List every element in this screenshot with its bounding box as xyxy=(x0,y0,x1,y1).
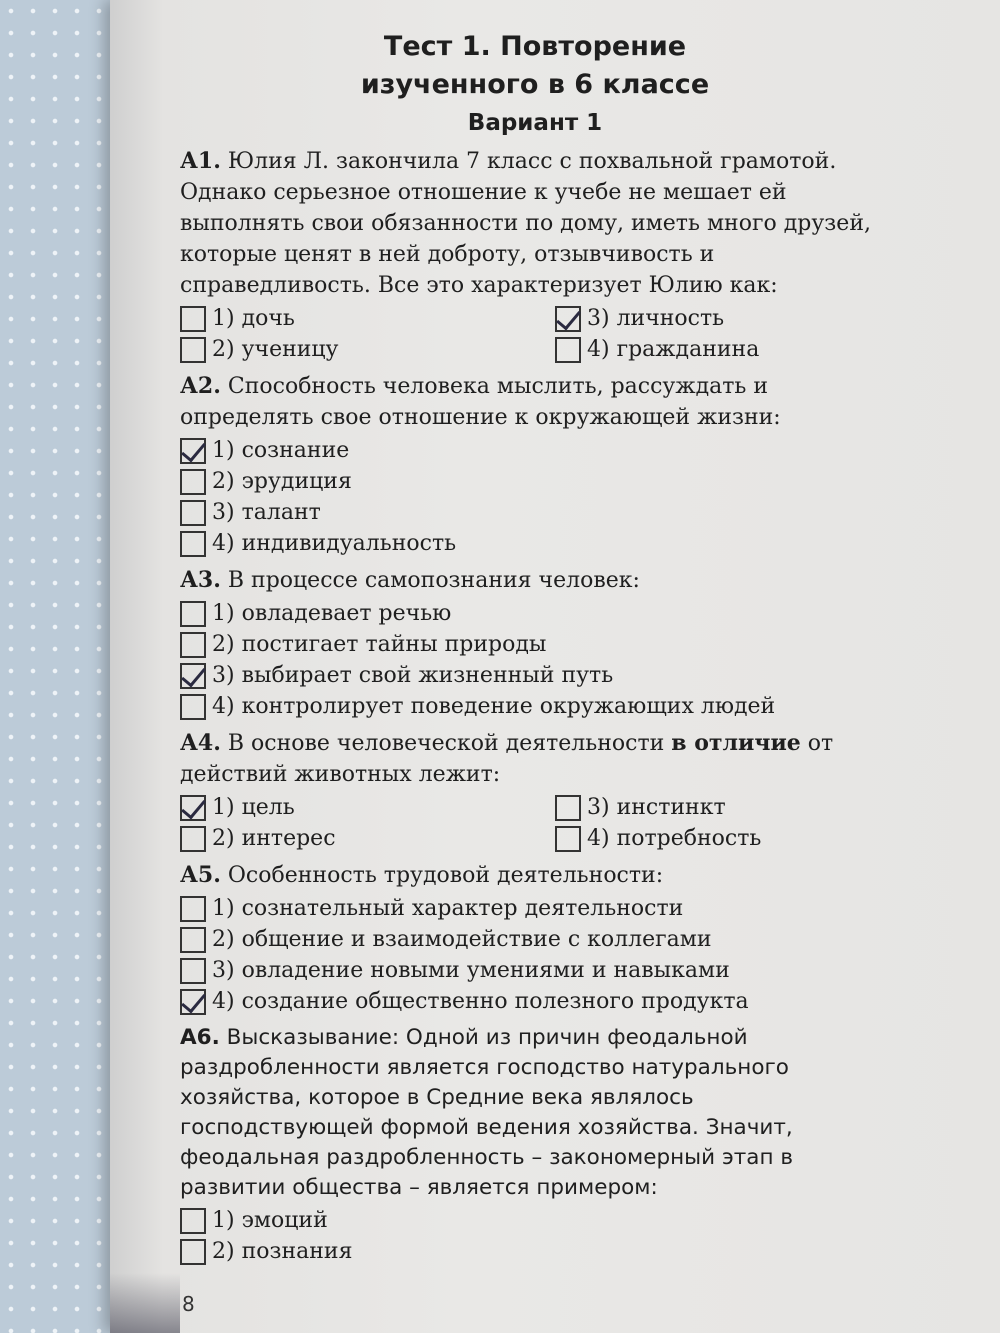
checkbox[interactable] xyxy=(180,958,206,984)
answer-options-a4 xyxy=(180,792,890,854)
question-text: от действий животных лежит: xyxy=(180,731,834,787)
answer-label: 1) эмоций xyxy=(212,1208,328,1233)
checkbox[interactable] xyxy=(180,795,206,821)
question-text: Юлия Л. закончила 7 класс с похвальной грамотой. Однако серьезное отношение к учебе не мешает ей выполнять свои обязанности по дому, иметь много друзей, которые ценят в ней доброту, отзывчивость и справедливость. Все это характеризует Юлию как: xyxy=(180,149,871,298)
answer-option[interactable] xyxy=(180,303,555,334)
checkbox[interactable] xyxy=(180,469,206,495)
checkbox[interactable] xyxy=(180,1239,206,1265)
checkbox[interactable] xyxy=(555,826,581,852)
answer-option[interactable] xyxy=(180,334,555,365)
checkbox[interactable] xyxy=(180,531,206,557)
question-number: А2. xyxy=(180,373,221,399)
answer-options-a3 xyxy=(180,598,890,722)
question-text: В процессе самопознания человек: xyxy=(220,568,640,593)
answer-label: 2) ученицу xyxy=(212,337,339,362)
answer-label: 2) общение и взаимодействие с коллегами xyxy=(212,927,712,952)
answer-label: 2) постигает тайны природы xyxy=(212,632,547,657)
question-number: А4. xyxy=(180,730,221,756)
answer-label: 3) инстинкт xyxy=(587,795,726,820)
question-a1 xyxy=(180,146,890,301)
test-title-line1: Тест 1. Повторение xyxy=(383,31,687,62)
book-edge-shadow xyxy=(110,1273,180,1333)
answer-option[interactable] xyxy=(180,629,890,660)
answer-label: 3) талант xyxy=(212,500,321,525)
answer-label: 4) индивидуальность xyxy=(212,531,457,556)
answer-label: 3) личность xyxy=(587,306,725,331)
question-number: А1. xyxy=(180,148,221,174)
answer-options-a1 xyxy=(180,303,890,365)
answer-options-a2 xyxy=(180,435,890,559)
question-a6 xyxy=(180,1023,890,1203)
variant-heading: Вариант 1 xyxy=(467,110,603,136)
question-number: А5. xyxy=(180,862,221,888)
answer-option[interactable] xyxy=(555,792,875,823)
answer-option[interactable] xyxy=(180,823,555,854)
answer-option[interactable] xyxy=(180,497,890,528)
answer-option[interactable] xyxy=(180,924,890,955)
answer-option[interactable] xyxy=(555,303,875,334)
question-number: А6. xyxy=(180,1025,220,1050)
answer-options-a6 xyxy=(180,1205,890,1267)
answer-label: 1) овладевает речью xyxy=(212,601,452,626)
checkbox[interactable] xyxy=(180,694,206,720)
question-text: Высказывание: Одной из причин феодальной раздробленности является господство натурального хозяйства, которое в Средние века являлось господствующей формой ведения хозяйства. Значит, феодальная раздробленность – закономерный этап в развитии общества – является примером: xyxy=(180,1025,794,1200)
question-text-emphasis: в отличие xyxy=(671,730,801,756)
answer-label: 3) выбирает свой жизненный путь xyxy=(212,663,614,688)
question-a4 xyxy=(180,728,890,790)
checkbox[interactable] xyxy=(180,500,206,526)
answer-label: 4) гражданина xyxy=(587,337,760,362)
answer-options-a5 xyxy=(180,893,890,1017)
answer-option[interactable] xyxy=(180,986,890,1017)
page-number: 8 xyxy=(182,1292,195,1316)
checkbox[interactable] xyxy=(180,927,206,953)
page-content xyxy=(180,28,890,1273)
answer-option[interactable] xyxy=(180,792,555,823)
checkbox[interactable] xyxy=(180,601,206,627)
answer-option[interactable] xyxy=(180,660,890,691)
question-text: Способность человека мыслить, рассуждать и определять свое отношение к окружающей жизни: xyxy=(180,374,781,430)
question-number: А3. xyxy=(180,567,221,593)
answer-option[interactable] xyxy=(180,691,890,722)
answer-label: 1) дочь xyxy=(212,306,295,331)
answer-label: 1) сознательный характер деятельности xyxy=(212,896,684,921)
answer-option[interactable] xyxy=(555,823,875,854)
answer-label: 2) интерес xyxy=(212,826,336,851)
answer-option[interactable] xyxy=(180,466,890,497)
answer-label: 1) сознание xyxy=(212,438,350,463)
checkbox[interactable] xyxy=(180,896,206,922)
question-a5 xyxy=(180,860,890,891)
question-a2 xyxy=(180,371,890,433)
answer-option[interactable] xyxy=(180,435,890,466)
test-title-line2: изученного в 6 классе xyxy=(360,69,710,100)
answer-option[interactable] xyxy=(180,528,890,559)
checkbox[interactable] xyxy=(555,337,581,363)
checkbox[interactable] xyxy=(180,306,206,332)
answer-label: 2) познания xyxy=(212,1239,353,1264)
checkbox[interactable] xyxy=(180,337,206,363)
checkbox[interactable] xyxy=(555,795,581,821)
checkbox[interactable] xyxy=(180,826,206,852)
answer-label: 4) контролирует поведение окружающих людей xyxy=(212,694,776,719)
answer-label: 4) потребность xyxy=(587,826,762,851)
answer-label: 3) овладение новыми умениями и навыками xyxy=(212,958,730,983)
checkbox[interactable] xyxy=(180,989,206,1015)
answer-option[interactable] xyxy=(555,334,875,365)
checkbox[interactable] xyxy=(180,1208,206,1234)
answer-label: 2) эрудиция xyxy=(212,469,352,494)
answer-label: 1) цель xyxy=(212,795,295,820)
checkbox[interactable] xyxy=(180,438,206,464)
answer-option[interactable] xyxy=(180,1205,890,1236)
answer-option[interactable] xyxy=(180,955,890,986)
question-text: Особенность трудовой деятельности: xyxy=(220,863,664,888)
question-a3 xyxy=(180,565,890,596)
answer-option[interactable] xyxy=(180,893,890,924)
checkbox[interactable] xyxy=(180,663,206,689)
question-text: В основе человеческой деятельности xyxy=(220,731,672,756)
checkbox[interactable] xyxy=(555,306,581,332)
answer-option[interactable] xyxy=(180,1236,890,1267)
answer-label: 4) создание общественно полезного продукта xyxy=(212,989,749,1014)
checkbox[interactable] xyxy=(180,632,206,658)
answer-option[interactable] xyxy=(180,598,890,629)
